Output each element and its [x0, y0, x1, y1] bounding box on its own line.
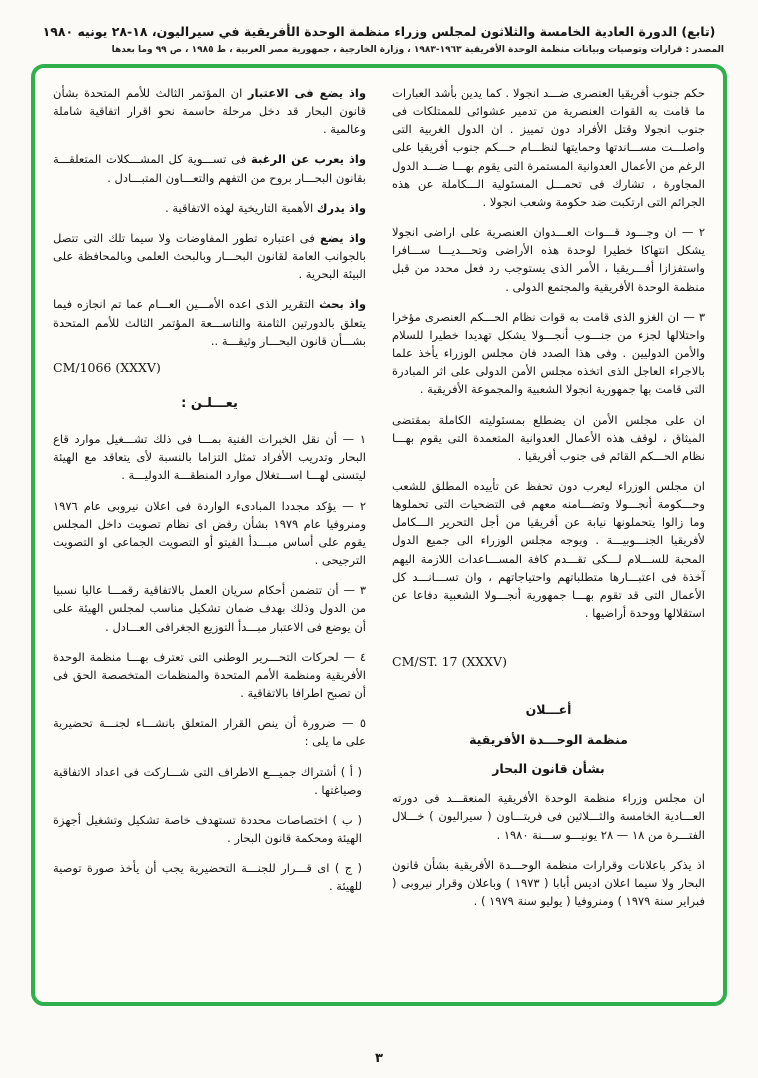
numbered-item: ٤ — لحركات التحـــرير الوطنى التى تعترف بهـــا منظمة الوحدة الأفريقية ومنظمة الأمم المتحدة والمنظمات المتخصصة الحق فى أن تصبح اطرافا بالاتفاقية . [53, 649, 366, 701]
preamble-lead: واذ يضع فى الاعتبار [247, 86, 367, 100]
lettered-subitem: ( ب ) اختصاصات محددة تستهدف خاصة تشكيل وتشغيل أجهزة الهيئة ومحكمة قانون البحار . [53, 812, 362, 845]
paragraph: حكم جنوب أفريقيا العنصرى ضـــد انجولا . كما يدين بأشد العبارات ما قامت به القوات العنصرية من تدمير عشوائى للممتلكات فى جنوب انجولا وقتل الأفراد دون تمييز . ان الدول الغربية التى واصلـــت مســـاندتها وحمايتها لنظـــام حـــكم جنوب أفريقيا على الرغم من الأعمال العدوانية المستمرة التى يقوم بهـــا ضـــد الدول المجاورة ، تشارك فى تحمـــل المسئولية الـــكاملة عن هذه الجرائم التى ارتكبت ضد حكومة وشعب انجولا . [392, 86, 705, 209]
numbered-item: ١ — أن نقل الخبرات الفنية بمـــا فى ذلك تشـــغيل موارد قاع البحار وتدريب الأفراد تمثل التزاما بالنسبة لأى يتعاقد مع الهيئة ليتسنى لهـــا اســـتغلال موارد المنطقـــة الدوليـــة . [53, 432, 366, 483]
organization-heading: منظمة الوحـــدة الأفريقية [469, 731, 628, 747]
preamble-lead: واذ يعرب عن الرغبة [251, 152, 367, 167]
lettered-subitem: ( أ ) أشتراك جميـــع الاطراف التى شـــاركت فى اعداد الاتفاقية وصياغتها . [53, 764, 362, 797]
paragraph: ان على مجلس الأمن ان يضطلع بمسئوليته الكاملة بمقتضى الميثاق ، لوقف هذه الأعمال العدوانية المتعمدة التى يقوم بهـــا نظام الحـــكم القائم فى جنوب أفريقيا . [392, 412, 705, 463]
paragraph: اذ يذكر باعلانات وقرارات منظمة الوحـــدة الأفريقية بشأن قانون البحار ولا سيما اعلان اديس أبابا ( ١٩٧٣ ) وباعلان وقرار نيروبى ( فبراير سنة ١٩٧٩ ) ومنروفيا ( يوليو سنة ١٩٧٩ ) . [392, 857, 705, 908]
preamble-paragraph [53, 84, 366, 138]
preamble-text: فى تســـوية كل المشـــكلات المتعلقـــة بقانون البحـــار بروح من التفهم والتعـــاون المتبـــادل . [53, 152, 366, 185]
source-line: المصدر : قرارات وتوصيات وبيانات منظمة الوحدة الأفريقية ١٩٦٣-١٩٨٣ ، وزارة الخارجية ، جمهورية مصر العربية ، ط ١٩٨٥ ، ص ٩٩ وما بعدها [111, 45, 724, 55]
left-column [53, 84, 366, 986]
paragraph: ان مجلس وزراء منظمة الوحدة الأفريقية المنعقـــد فى دورته العـــادية الخامسة والثـــلاثين فى فريتـــاون ( سيراليون ) خـــلال الفتـــرة من ١٨ — ٢٨ يونيـــو ســـنة ١٩٨٠ . [392, 791, 705, 842]
green-frame [31, 64, 727, 1006]
preamble-paragraph [53, 199, 366, 217]
declares-heading: يعـــلـن : [181, 395, 238, 411]
page-number: ٣ [375, 1051, 383, 1066]
numbered-item: ٢ — يؤكد مجددا المبادىء الواردة فى اعلان نيروبى عام ١٩٧٦ ومنروفيا عام ١٩٧٩ بشأن رفض اى نظام تصويت داخل المجلس يقوم على أساس مبـــدأ الفيتو أو التصويت الجماعى او التصويت الترجيحى . [53, 498, 366, 568]
doc-ref-cm1066: CM/1066 (XXXV) [53, 359, 161, 375]
preamble-text: فى اعتباره تطور المفاوضات ولا سيما تلك التى تتصل بالجوانب العامة لقانون البحـــار وبالبحث العلمى وبالمحافظة على البيئة البحرية . [53, 230, 366, 282]
numbered-item: ٥ — ضرورة أن ينص القرار المتعلق بانشـــاء لجنـــة تحضيرية على ما يلى : [53, 716, 366, 749]
paragraph: ان مجلس الوزراء ليعرب دون تحفظ عن تأييده المطلق للشعب وحـــكومة أنجـــولا وتضـــامنه معهم فى التضحيات التى تحملوها وما زالوا يتحملونها نيابة عن أفريقيا من أجل التحرير الـــكامل لأفريقيا الجنـــوبيـــة . ويوجه مجلس الوزراء الى جميع الدول المحبة للســـلام لـــكى تقـــدم كافة المســـاعدات اللازمة اليهم آخذة فى اعتبـــارها متطلباتهم واحتياجاتهم ، وان تســـانـــد كل الأعمال التى قد تقوم بهـــا جمهورية أنجـــولا الشعبية دفاعا عن استقلالها ووحدة أراضيها . [392, 478, 705, 621]
preamble-text: الأهمية التاريخية لهذه الاتفاقية . [165, 200, 314, 215]
right-column [392, 84, 705, 986]
preamble-paragraph [53, 295, 366, 349]
preamble-text: ان المؤتمر الثالث للأمم المتحدة بشأن قانون البحار قد دخل مرحلة حاسمة نحو اقرار اتفاقية شاملة وعالمية . [53, 86, 366, 137]
paragraph: ٣ — ان الغزو الذى قامت به قوات نظام الحـــكم العنصرى مؤخرا واحتلالها لجزء من جنـــوب أنجـــولا يشكل تهديدا خطيرا للسلام والأمن الدوليين . وفى هذا الصدد فان مجلس الوزراء يأخذ علما بالاجراء العاجل الذى اتخذه مجلس الأمن الدولى على اثر المبادرة التى قامت بها جمهورية انجولا الشعبية والمجموعة الأفريقية . [392, 309, 705, 397]
preamble-text: التقرير الذى اعده الأمـــين العـــام عما تم انجازه فيما يتعلق بالدورتين الثامنة والتاســـعة المؤتمر الثالث للأمم المتحدة بشـــأن قانون البحـــار وثيقـــة .. [53, 297, 366, 348]
doc-ref-cmst: CM/ST. 17 (XXXV) [392, 654, 507, 670]
preamble-paragraph [53, 229, 366, 283]
subject-heading: بشأن قانون البحار [492, 761, 605, 777]
preamble-lead: واذ بحث [319, 297, 367, 312]
declaration-heading: أعـــلان [525, 701, 572, 717]
paragraph: ٢ — ان وجـــود قـــوات العـــدوان العنصرية على اراضى انجولا يشكل انتهاكا خطيرا لوحدة هذه الأراضى وتحـــديـــا ســـافرا واستفزازا أفـــريقيا ، الأمر الذى يستوجب رد فعل محدد من قبل منظمة الوحدة الأفريقية والمجتمع الدولى . [392, 225, 705, 294]
session-title: (تابع) الدورة العادية الخامسة والثلاثون لمجلس وزراء منظمة الوحدة الأفريقية في سيراليون، ١٨-٢٨ يونيه ١٩٨٠ [42, 24, 716, 39]
preamble-paragraph [53, 150, 366, 186]
lettered-subitem: ( ج ) اى قـــرار للجنـــة التحضيرية يجب أن يأخذ صورة توصية للهيئة . [53, 861, 362, 894]
numbered-item: ٣ — أن تتضمن أحكام سريان العمل بالاتفاقية رقمـــا عاليا نسبيا من الدول وذلك بهدف ضمان تشكيل مناسب لمجلس الهيئة على أن يوضع فى الاعتبار مبـــدأ التوزيع الجغرافى العـــادل . [53, 583, 366, 634]
page-header [0, 0, 758, 55]
preamble-lead: واذ يضع [320, 230, 366, 245]
preamble-lead: واذ يدرك [316, 200, 366, 215]
